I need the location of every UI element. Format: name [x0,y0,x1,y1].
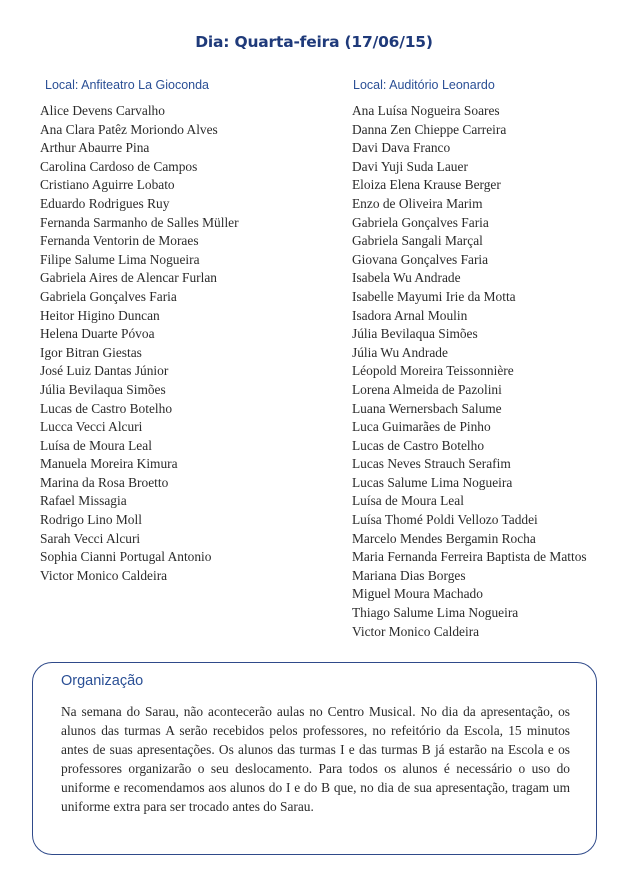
left-name-list [40,102,239,585]
list-item: Isabela Wu Andrade [352,270,461,286]
right-name-list [352,102,587,641]
list-item: Luísa Thomé Poldi Vellozo Taddei [352,512,538,528]
list-item: Fernanda Sarmanho de Salles Müller [40,214,239,230]
list-item: Rodrigo Lino Moll [40,512,142,528]
list-item: Lucas de Castro Botelho [40,400,173,416]
list-item: Luca Guimarães de Pinho [352,419,491,435]
list-item: Lorena Almeida de Pazolini [352,381,502,397]
list-item: Victor Monico Caldeira [352,623,480,639]
organization-box [32,662,597,855]
list-item: Rafael Missagia [40,493,127,509]
list-item: Heitor Higino Duncan [40,307,160,323]
list-item: Sarah Vecci Alcuri [40,530,141,546]
list-item: Davi Dava Franco [352,140,451,156]
list-item: Maria Fernanda Ferreira Baptista de Mattos [352,549,587,565]
list-item: Gabriela Gonçalves Faria [40,288,177,304]
list-item: Lucca Vecci Alcuri [40,419,143,435]
list-item: Ana Luísa Nogueira Soares [352,103,500,118]
list-item: Helena Duarte Póvoa [40,326,155,342]
list-item: Thiago Salume Lima Nogueira [352,605,519,621]
list-item: Eloiza Elena Krause Berger [352,177,501,193]
list-item: Giovana Gonçalves Faria [352,251,489,267]
left-column-label: Local: Anfiteatro La Gioconda [45,78,210,92]
list-item: Ana Clara Patêz Moriondo Alves [40,121,218,137]
list-item: Luísa de Moura Leal [352,493,464,509]
list-item: Mariana Dias Borges [352,567,466,583]
list-item: Enzo de Oliveira Marim [352,195,483,211]
list-item: Filipe Salume Lima Nogueira [40,251,200,267]
list-item: Marcelo Mendes Bergamin Rocha [352,530,536,546]
list-item: Victor Monico Caldeira [40,567,168,583]
list-item: Luana Wernersbach Salume [352,400,502,416]
list-item: Igor Bitran Giestas [40,344,142,360]
organization-title: Organização [61,673,144,689]
list-item: Lucas Salume Lima Nogueira [352,474,513,490]
list-item: Lucas Neves Strauch Serafim [352,456,511,472]
page-title: Dia: Quarta-feira (17/06/15) [195,33,433,51]
list-item: Lucas de Castro Botelho [352,437,485,453]
list-item: Júlia Bevilaqua Simões [352,326,478,342]
list-item: Luísa de Moura Leal [40,437,152,453]
list-item: Carolina Cardoso de Campos [40,158,198,174]
list-item: Júlia Bevilaqua Simões [40,381,166,397]
left-column [40,78,239,585]
list-item: Cristiano Aguirre Lobato [40,177,175,193]
organization-text: Na semana do Sarau, não acontecerão aulas no Centro Musical. No dia da apresentação, os alunos das turmas A serão recebidos pelos professores, no refeitório da Escola, 15 minutos antes de suas apresentações. Os alunos das turmas I e das turmas B já estarão na Escola e os professores organizarão o seu deslocamento. Para todos os alunos é necessário o uso do uniforme e recomendamos aos alunos do I e do B que, no dia de sua apresentação, tragam um uniforme extra para ser trocado antes do Sarau. [61,704,570,815]
list-item: Fernanda Ventorin de Moraes [40,233,199,249]
list-item: Gabriela Aires de Alencar Furlan [40,270,217,286]
list-item: Manuela Moreira Kimura [40,456,178,472]
right-column [352,78,587,641]
list-item: Léopold Moreira Teissonnière [352,363,514,379]
list-item: Alice Devens Carvalho [40,103,165,118]
list-item: Isadora Arnal Moulin [352,307,468,323]
list-item: Júlia Wu Andrade [352,344,448,360]
list-item: Gabriela Sangali Marçal [352,233,483,249]
list-item: Sophia Cianni Portugal Antonio [40,549,212,565]
list-item: Danna Zen Chieppe Carreira [352,121,507,137]
list-item: Arthur Abaurre Pina [40,140,150,156]
list-item: Miguel Moura Machado [352,586,483,602]
list-item: Isabelle Mayumi Irie da Motta [352,288,516,304]
list-item: Marina da Rosa Broetto [40,474,169,490]
list-item: Eduardo Rodrigues Ruy [40,195,170,211]
list-item: José Luiz Dantas Júnior [40,363,169,379]
list-item: Davi Yuji Suda Lauer [352,158,468,174]
right-column-label: Local: Auditório Leonardo [353,78,495,92]
list-item: Gabriela Gonçalves Faria [352,214,489,230]
